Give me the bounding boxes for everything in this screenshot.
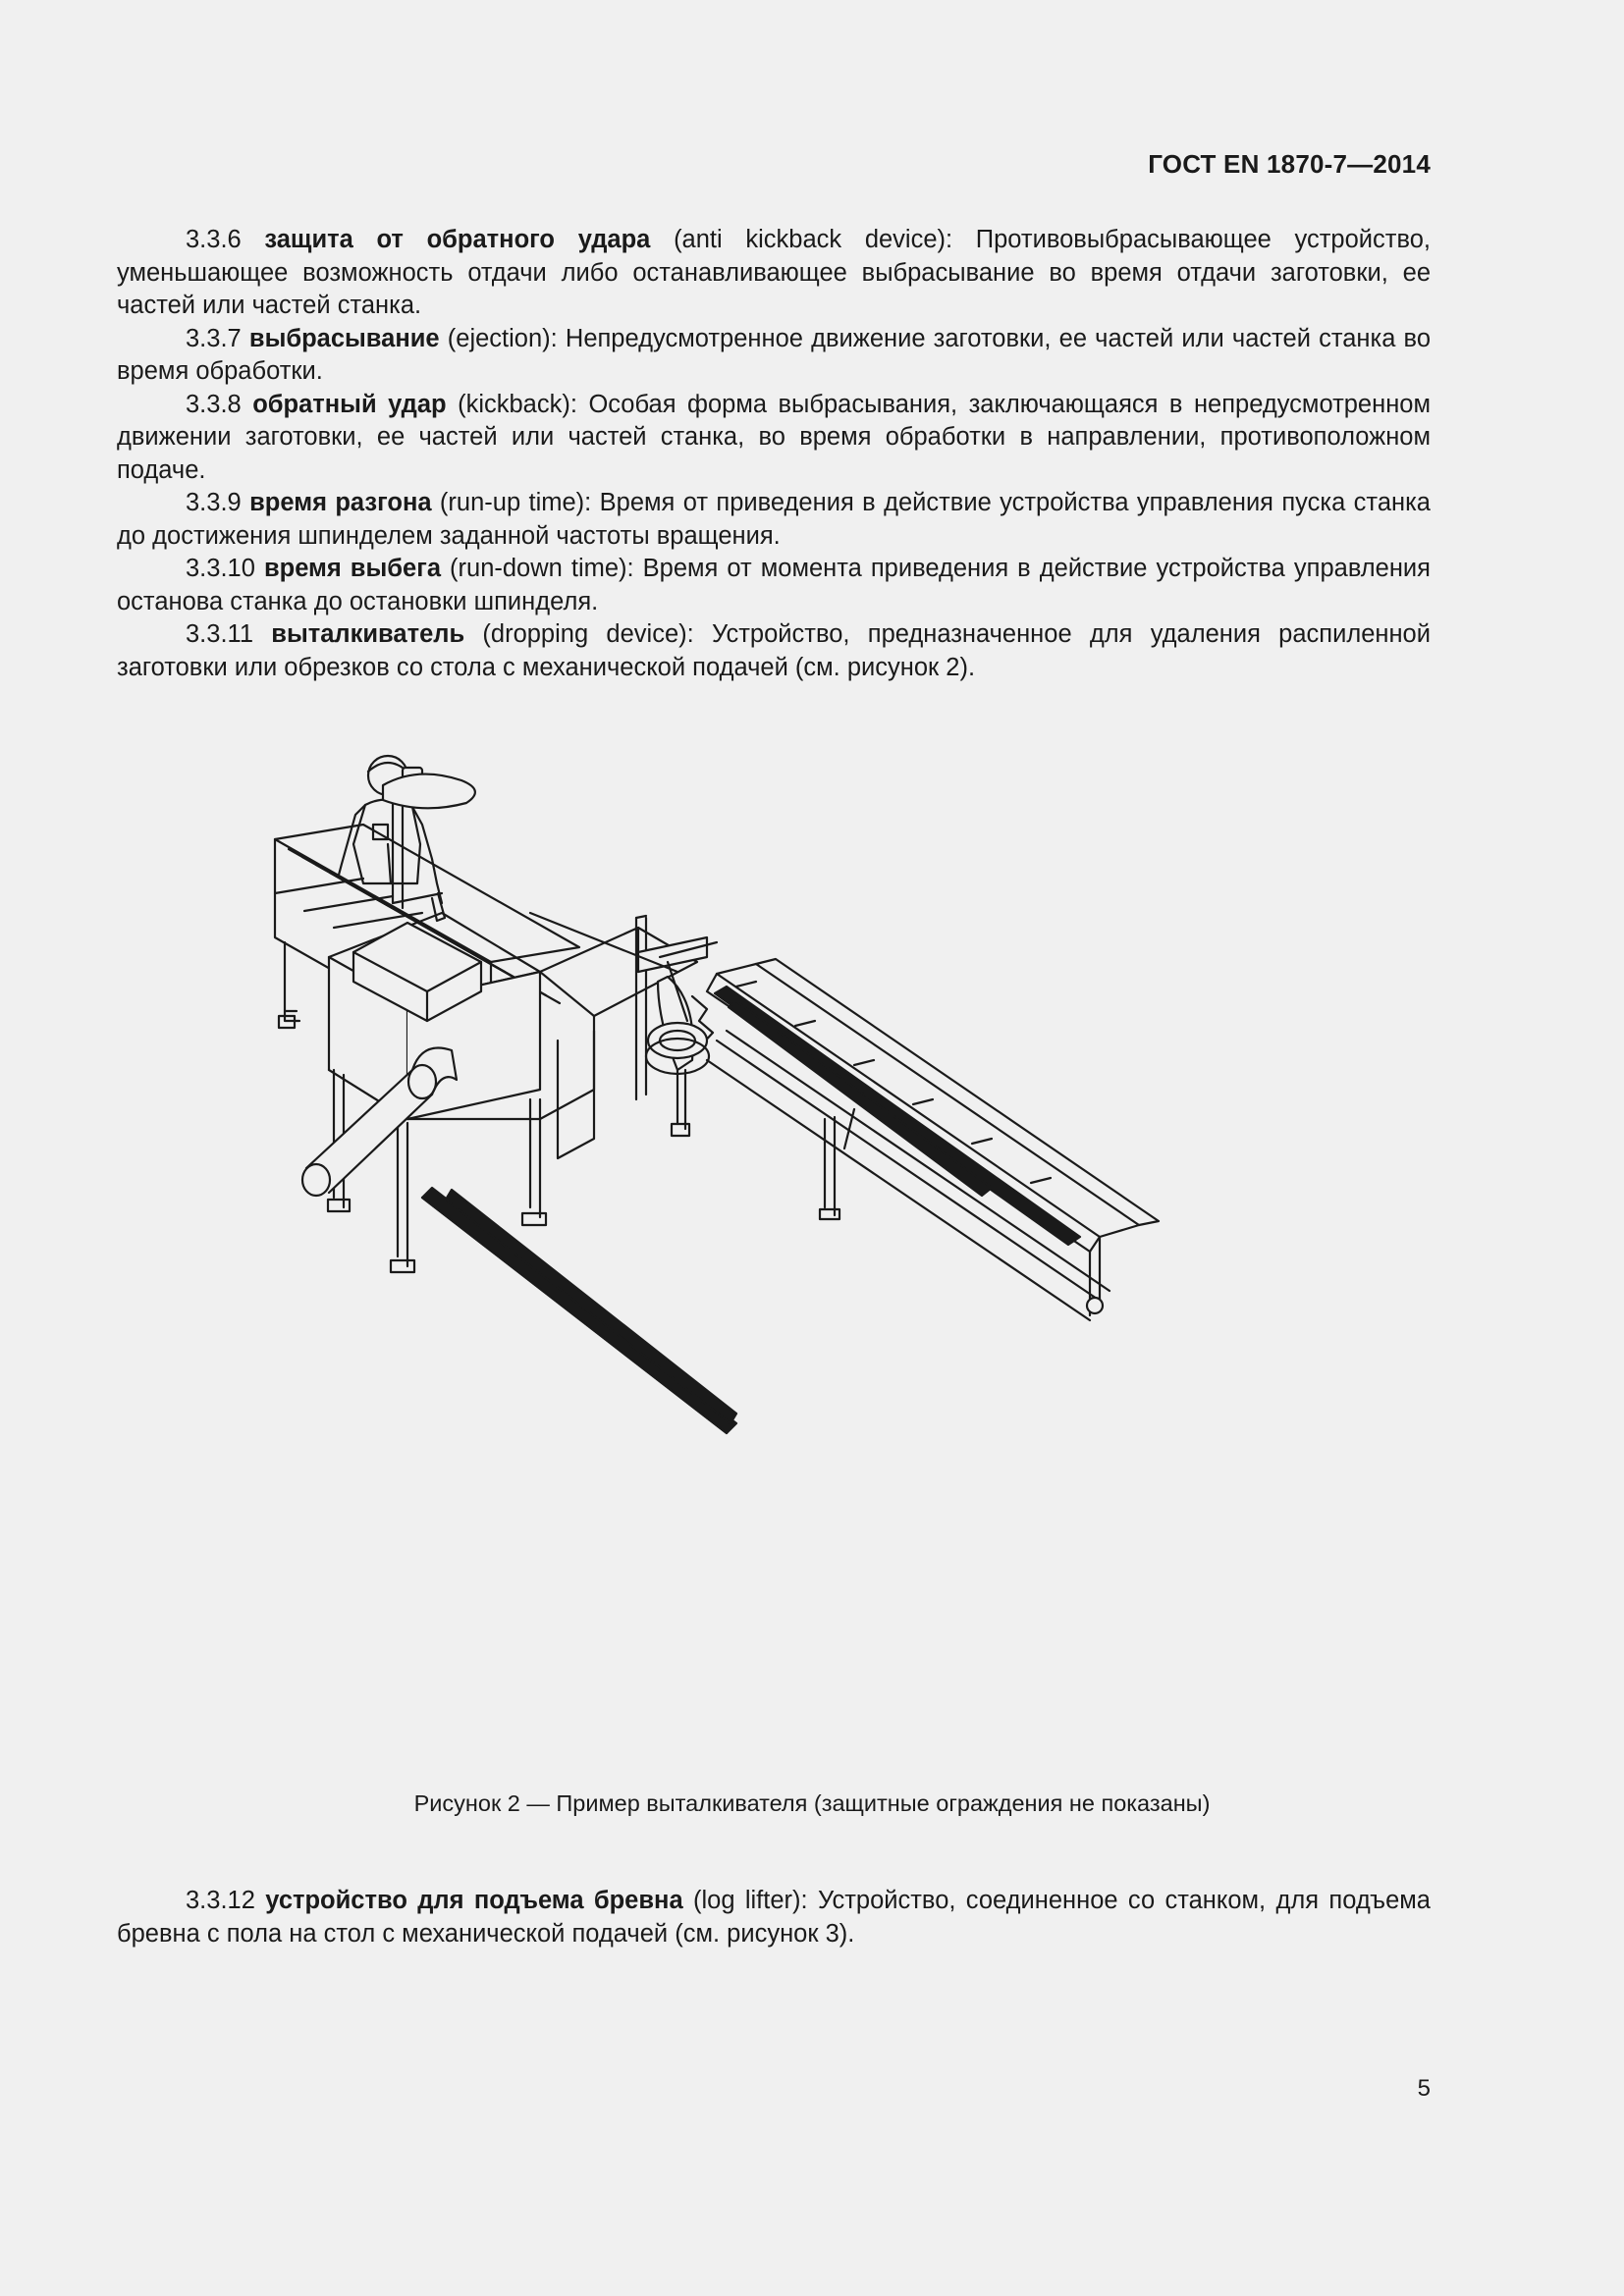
definition-number: 3.3.11 [186, 620, 254, 648]
definition-number: 3.3.9 [186, 489, 242, 516]
definition-english: (run-down time): [450, 555, 634, 582]
definition-term: время выбега [263, 555, 441, 582]
definition-term: защита от обратного удара [264, 226, 651, 253]
definition-3-3-11 [117, 618, 1431, 684]
definition-number: 3.3.7 [186, 324, 242, 352]
definition-text: Противовыбрасывающее устройство, уменьшающее возможность отдачи либо останавливающее выбрасывание во время отдачи заготовки, ее частей или частей станка. [117, 226, 1431, 319]
page-number: 5 [1417, 2075, 1431, 2102]
definition-term: устройство для подъема бревна [265, 1887, 683, 1914]
definitions-section-continued [117, 1885, 1431, 1950]
definition-text: Устройство, предназначенное для удаления распиленной заготовки или обрезков со стола с механической подачей (см. рисунок 2). [117, 620, 1431, 681]
definition-english: (kickback): [458, 390, 577, 418]
definition-number: 3.3.12 [186, 1887, 255, 1914]
figure-caption: Рисунок 2 — Пример выталкивателя (защитные ограждения не показаны) [413, 1790, 1211, 1816]
definition-number: 3.3.8 [186, 390, 242, 418]
definition-3-3-8 [117, 389, 1431, 488]
definition-term: обратный удар [252, 390, 447, 418]
document-code-header: ГОСТ EN 1870-7—2014 [1148, 149, 1431, 179]
dropped-logs [422, 1188, 736, 1433]
outfeed-conveyor [707, 959, 1159, 1320]
definition-3-3-10 [117, 553, 1431, 618]
definition-text: Непредусмотренное движение заготовки, ее частей или частей станка во время обработки. [117, 324, 1432, 385]
definition-term: выбрасывание [248, 324, 440, 352]
figure-dropping-device-illustration [245, 746, 1326, 1718]
definition-term: выталкиватель [271, 620, 465, 648]
definition-english: (anti kickback device): [674, 226, 953, 253]
definitions-section [117, 224, 1431, 684]
definition-number: 3.3.6 [186, 226, 242, 253]
definition-text: Время от приведения в действие устройства управления пуска станка до достижения шпинделем заданной частоты вращения. [117, 489, 1431, 550]
definition-english: (log lifter): [692, 1887, 808, 1914]
definition-term: время разгона [249, 489, 432, 516]
definition-text: Устройство, соединенное со станком, для подъема бревна с пола на стол с механической подачей (см. рисунок 3). [117, 1887, 1431, 1948]
definition-text: Время от момента приведения в действие устройства управления останова станка до остановки шпинделя. [117, 555, 1431, 615]
definition-english: (ejection): [447, 324, 558, 352]
definition-3-3-12 [117, 1885, 1431, 1950]
definition-english: (run-up time): [439, 489, 592, 516]
definition-3-3-7 [117, 323, 1431, 389]
definition-3-3-9 [117, 487, 1431, 553]
definition-text: Особая форма выбрасывания, заключающаяся в непредусмотренном движении заготовки, ее частей или частей станка, во время обработки в направлении, противоположном подаче. [117, 390, 1431, 484]
definition-number: 3.3.10 [186, 555, 255, 582]
definition-english: (dropping device): [482, 620, 694, 648]
definition-3-3-6 [117, 224, 1431, 323]
